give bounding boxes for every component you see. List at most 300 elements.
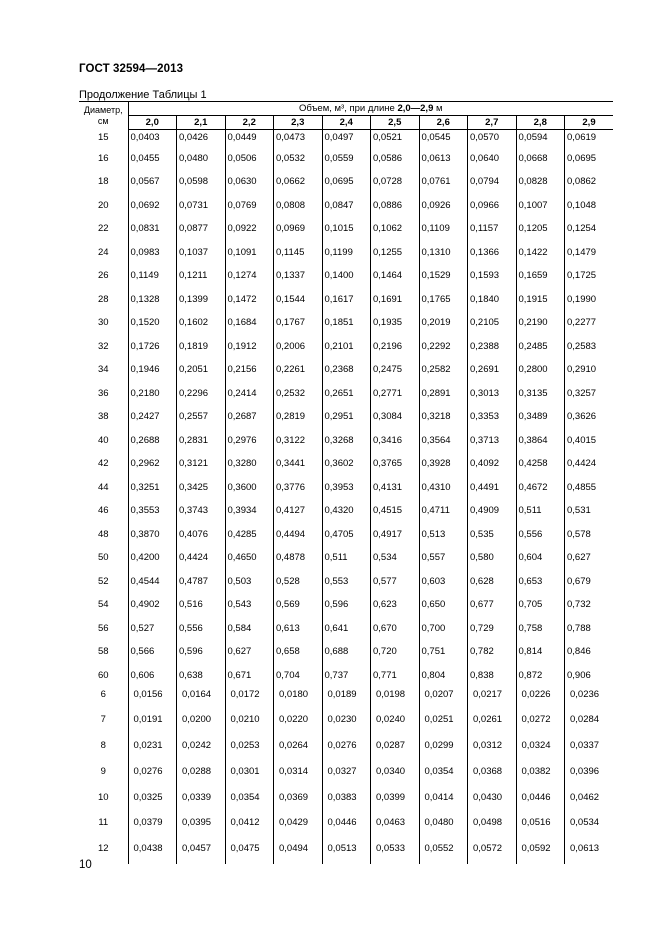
table-row: [79, 190, 613, 214]
volume-cell: 0,1062: [371, 214, 420, 238]
volume-cell: 0,0382: [516, 761, 565, 787]
volume-cell: 0,700: [419, 613, 468, 637]
length-header-cell: 2,3: [274, 116, 323, 130]
volume-cell: 0,732: [567, 599, 591, 610]
volume-cell: 0,4424: [567, 458, 597, 469]
volume-cell: 0,4787: [177, 566, 226, 590]
volume-cell: 0,0794: [468, 167, 517, 191]
volume-cell: 0,4855: [567, 481, 597, 493]
volume-cell: 0,2196: [371, 331, 420, 355]
volume-cell: 0,2006: [274, 331, 323, 355]
volume-cell: 0,0261: [468, 709, 517, 735]
volume-cell: 0,1691: [371, 284, 420, 308]
volume-cell: 0,0156: [128, 684, 177, 710]
length-header-cell: 2,0: [128, 116, 177, 130]
table-row: [79, 787, 613, 813]
volume-cell: 0,3441: [274, 449, 323, 473]
volume-cell: 0,1765: [419, 284, 468, 308]
volume-cell: 0,2962: [128, 449, 177, 473]
diameter-header: [79, 102, 128, 130]
table-row: [79, 331, 613, 355]
table-row: [79, 402, 613, 426]
volume-cell: 0,2485: [516, 331, 565, 355]
volume-cell: 0,3416: [371, 425, 420, 449]
table-row: [79, 684, 613, 710]
volume-cell: 0,0412: [225, 812, 274, 838]
volume-cell: 0,1399: [177, 284, 226, 308]
table-row: [79, 308, 613, 332]
volume-cell: 0,4902: [128, 590, 177, 614]
diameter-cell: 16: [79, 143, 128, 167]
volume-cell: 0,0446: [322, 812, 371, 838]
volume-cell: 0,0534: [565, 812, 614, 838]
volume-cell: 0,1935: [371, 308, 420, 332]
volume-cell: 0,0640: [468, 143, 517, 167]
volume-cell: 0,0339: [177, 787, 226, 813]
volume-cell: 0,3713: [468, 425, 517, 449]
volume-cell: 0,0172: [225, 684, 274, 710]
volume-cell: 0,2180: [128, 378, 177, 402]
volume-cell: 0,2831: [177, 425, 226, 449]
volume-cell: 0,603: [419, 566, 468, 590]
volume-cell: 0,1254: [567, 223, 597, 234]
volume-cell: 0,2190: [516, 308, 565, 332]
volume-header-prefix: Объем, м³, при длине: [298, 103, 398, 114]
volume-cell: 0,557: [419, 543, 468, 567]
table-row: [79, 660, 613, 684]
diameter-cell: 9: [100, 765, 106, 777]
volume-header: [128, 102, 613, 116]
table-row: [79, 543, 613, 567]
volume-cell: 0,0288: [177, 761, 226, 787]
volume-cell: 0,0180: [274, 684, 323, 710]
length-header-cell: 2,6: [419, 116, 468, 130]
volume-cell: 0,613: [274, 613, 323, 637]
volume-cell: 0,623: [371, 590, 420, 614]
volume-cell: 0,4711: [419, 496, 468, 520]
volume-cell: 0,2277: [567, 317, 597, 328]
volume-cell: 0,543: [225, 590, 274, 614]
volume-cell: 0,606: [128, 660, 177, 684]
volume-cell: 0,4672: [516, 472, 565, 496]
table-row: [79, 472, 613, 496]
volume-cell: 0,1109: [419, 214, 468, 238]
volume-cell: 0,596: [322, 590, 371, 614]
volume-cell: 0,0429: [274, 812, 323, 838]
volume-cell: 0,0354: [419, 761, 468, 787]
table-row: [79, 167, 613, 191]
volume-cell: 0,677: [468, 590, 517, 614]
volume-cell: 0,2691: [468, 355, 517, 379]
volume-cell: 0,4320: [322, 496, 371, 520]
volume-cell: 0,0327: [322, 761, 371, 787]
volume-cell: 0,596: [177, 637, 226, 661]
volume-cell: 0,4310: [419, 472, 468, 496]
volume-cell: 0,4917: [371, 519, 420, 543]
diameter-cell: 26: [79, 261, 128, 285]
volume-cell: 0,0354: [225, 787, 274, 813]
volume-cell: 0,0572: [468, 838, 517, 864]
volume-cell: 0,0761: [419, 167, 468, 191]
volume-cell: 0,0240: [371, 709, 420, 735]
volume-cell: 0,0480: [177, 143, 226, 167]
diameter-cell: 12: [97, 843, 109, 855]
table-row: [79, 237, 613, 261]
volume-cell: 0,527: [128, 613, 177, 637]
table-row: [79, 214, 613, 238]
document-header: ГОСТ 32594—2013: [79, 63, 184, 75]
volume-cell: 0,0862: [567, 176, 597, 187]
volume-cell: 0,3765: [371, 449, 420, 473]
table-row: [79, 613, 613, 637]
volume-cell: 0,4491: [468, 472, 517, 496]
volume-cell: 0,3564: [419, 425, 468, 449]
volume-cell: 0,0449: [225, 130, 274, 144]
volume-cell: 0,4515: [371, 496, 420, 520]
volume-cell: 0,4544: [128, 566, 177, 590]
volume-cell: 0,0692: [128, 190, 177, 214]
volume-cell: 0,4131: [371, 472, 420, 496]
volume-cell: 0,0446: [516, 787, 565, 813]
volume-cell: 0,0831: [128, 214, 177, 238]
diameter-cell: 22: [79, 214, 128, 238]
diameter-cell: 48: [79, 519, 128, 543]
volume-cell: 0,0312: [468, 735, 517, 761]
volume-cell: 0,1602: [177, 308, 226, 332]
diameter-cell: 20: [79, 190, 128, 214]
volume-cell: 0,1990: [567, 293, 597, 305]
volume-cell: 0,1149: [128, 261, 177, 285]
volume-cell: 0,0969: [274, 214, 323, 238]
volume-cell: 0,4015: [567, 434, 597, 446]
volume-cell: 0,1529: [419, 261, 468, 285]
volume-cell: 0,0521: [371, 130, 420, 144]
volume-cell: 0,627: [225, 637, 274, 661]
volume-cell: 0,2296: [177, 378, 226, 402]
volume-cell: 0,569: [274, 590, 323, 614]
table-row: [79, 761, 613, 787]
volume-cell: 0,516: [177, 590, 226, 614]
volume-cell: 0,0728: [371, 167, 420, 191]
volume-cell: 0,0301: [225, 761, 274, 787]
length-header-cell: 2,8: [516, 116, 565, 130]
volume-cell: 0,758: [516, 613, 565, 637]
volume-cell: 0,2414: [225, 378, 274, 402]
volume-cell: 0,0369: [274, 787, 323, 813]
volume-cell: 0,1205: [516, 214, 565, 238]
volume-cell: 0,838: [468, 660, 517, 684]
volume-cell: 0,641: [322, 613, 371, 637]
table-row: [79, 425, 613, 449]
volume-cell: 0,0545: [419, 130, 468, 144]
volume-cell: 0,0886: [371, 190, 420, 214]
table-row: [79, 519, 613, 543]
table-body: [79, 130, 613, 865]
diameter-cell: 32: [79, 331, 128, 355]
volume-cell: 0,0598: [177, 167, 226, 191]
volume-cell: 0,3353: [468, 402, 517, 426]
diameter-cell: 50: [79, 543, 128, 567]
volume-cell: 0,553: [322, 566, 371, 590]
length-header-cell: 2,2: [225, 116, 274, 130]
table-row: [79, 261, 613, 285]
volume-cell: 0,1659: [516, 261, 565, 285]
volume-cell: 0,658: [274, 637, 323, 661]
volume-cell: 0,503: [225, 566, 274, 590]
diameter-cell: 34: [79, 355, 128, 379]
volume-cell: 0,511: [516, 496, 565, 520]
volume-cell: 0,2582: [419, 355, 468, 379]
table-row: [79, 812, 613, 838]
volume-cell: 0,0570: [468, 130, 517, 144]
volume-cell: 0,0475: [225, 838, 274, 864]
volume-cell: 0,0200: [177, 709, 226, 735]
volume-cell: 0,729: [468, 613, 517, 637]
volume-cell: 0,4200: [128, 543, 177, 567]
volume-cell: 0,3218: [419, 402, 468, 426]
volume-cell: 0,0236: [565, 684, 614, 710]
volume-cell: 0,4258: [516, 449, 565, 473]
volume-cell: 0,0533: [371, 838, 420, 864]
volume-cell: 0,0559: [322, 143, 371, 167]
volume-cell: 0,0230: [322, 709, 371, 735]
diameter-cell: 36: [79, 378, 128, 402]
volume-cell: 0,1684: [225, 308, 274, 332]
volume-cell: 0,513: [419, 519, 468, 543]
volume-cell: 0,3743: [177, 496, 226, 520]
volume-cell: 0,1337: [274, 261, 323, 285]
volume-cell: 0,3251: [128, 472, 177, 496]
volume-cell: 0,0276: [128, 761, 177, 787]
volume-cell: 0,638: [177, 660, 226, 684]
volume-cell: 0,1015: [322, 214, 371, 238]
volume-cell: 0,0983: [128, 237, 177, 261]
volume-cell: 0,4424: [177, 543, 226, 567]
volume-cell: 0,2688: [128, 425, 177, 449]
volume-cell: 0,1274: [225, 261, 274, 285]
volume-cell: 0,872: [516, 660, 565, 684]
volume-cell: 0,0383: [322, 787, 371, 813]
table-row: [79, 735, 613, 761]
length-header-cell: 2,1: [177, 116, 226, 130]
diameter-cell: 11: [98, 817, 109, 829]
volume-cell: 0,1726: [128, 331, 177, 355]
volume-cell: 0,0480: [419, 812, 468, 838]
volume-cell: 0,0210: [225, 709, 274, 735]
volume-cell: 0,578: [567, 528, 591, 540]
volume-cell: 0,1617: [322, 284, 371, 308]
volume-cell: 0,788: [567, 622, 591, 634]
volume-cell: 0,0731: [177, 190, 226, 214]
volume-header-suffix: м: [433, 103, 443, 114]
volume-cell: 0,0877: [177, 214, 226, 238]
volume-cell: 0,3953: [322, 472, 371, 496]
diameter-cell: 7: [100, 714, 106, 726]
volume-cell: 0,804: [419, 660, 468, 684]
volume-cell: 0,670: [371, 613, 420, 637]
volume-cell: 0,0516: [516, 812, 565, 838]
volume-cell: 0,1946: [128, 355, 177, 379]
volume-cell: 0,0379: [128, 812, 177, 838]
volume-cell: 0,2557: [177, 402, 226, 426]
diameter-cell: 15: [79, 130, 128, 144]
volume-cell: 0,4285: [225, 519, 274, 543]
volume-cell: 0,671: [225, 660, 274, 684]
volume-cell: 0,4494: [274, 519, 323, 543]
volume-cell: 0,0251: [419, 709, 468, 735]
volume-cell: 0,3135: [516, 378, 565, 402]
volume-cell: 0,0455: [128, 143, 177, 167]
volume-cell: 0,3870: [128, 519, 177, 543]
volume-cell: 0,3084: [371, 402, 420, 426]
volume-cell: 0,3280: [225, 449, 274, 473]
length-header-cell: 2,9: [565, 116, 614, 130]
table-row: [79, 566, 613, 590]
volume-cell: 0,0457: [177, 838, 226, 864]
volume-cell: 0,0284: [565, 709, 614, 735]
volume-cell: 0,528: [274, 566, 323, 590]
diameter-cell: 44: [79, 472, 128, 496]
volume-cell: 0,2105: [468, 308, 517, 332]
volume-cell: 0,0613: [565, 838, 614, 864]
volume-cell: 0,3268: [322, 425, 371, 449]
diameter-cell: 6: [100, 688, 106, 700]
length-header-cell: 2,7: [468, 116, 517, 130]
volume-cell: 0,679: [567, 575, 591, 587]
volume-cell: 0,1912: [225, 331, 274, 355]
volume-cell: 0,0264: [274, 735, 323, 761]
table-row: [79, 838, 613, 864]
volume-cell: 0,2891: [419, 378, 468, 402]
volume-table-container: [79, 101, 613, 864]
volume-cell: 0,3489: [516, 402, 565, 426]
volume-cell: 0,1767: [274, 308, 323, 332]
volume-cell: 0,0808: [274, 190, 323, 214]
volume-cell: 0,0220: [274, 709, 323, 735]
volume-cell: 0,0217: [468, 684, 517, 710]
length-header-cell: 2,4: [322, 116, 371, 130]
volume-cell: 0,0368: [468, 761, 517, 787]
volume-cell: 0,0340: [371, 761, 420, 787]
volume-cell: 0,0592: [516, 838, 565, 864]
length-header-row: [79, 116, 613, 130]
volume-cell: 0,0532: [274, 143, 323, 167]
table-row: [79, 143, 613, 167]
volume-cell: 0,2101: [322, 331, 371, 355]
volume-cell: 0,1472: [225, 284, 274, 308]
volume-cell: 0,1145: [274, 237, 323, 261]
volume-cell: 0,2651: [322, 378, 371, 402]
volume-cell: 0,0191: [128, 709, 177, 735]
volume-cell: 0,0337: [565, 735, 614, 761]
volume-cell: 0,3257: [567, 387, 597, 399]
volume-cell: 0,2532: [274, 378, 323, 402]
volume-cell: 0,0395: [177, 812, 226, 838]
volume-cell: 0,0926: [419, 190, 468, 214]
volume-cell: 0,566: [128, 637, 177, 661]
volume-cell: 0,705: [516, 590, 565, 614]
volume-cell: 0,0426: [177, 130, 226, 144]
volume-cell: 0,0198: [371, 684, 420, 710]
volume-cell: 0,2771: [371, 378, 420, 402]
volume-cell: 0,3600: [225, 472, 274, 496]
volume-cell: 0,1544: [274, 284, 323, 308]
volume-cell: 0,0966: [468, 190, 517, 214]
volume-cell: 0,0399: [371, 787, 420, 813]
volume-cell: 0,1328: [128, 284, 177, 308]
volume-cell: 0,1211: [177, 261, 226, 285]
diameter-cell: 60: [79, 660, 128, 684]
volume-cell: 0,650: [419, 590, 468, 614]
volume-cell: 0,584: [225, 613, 274, 637]
table-row: [79, 709, 613, 735]
volume-cell: 0,0325: [128, 787, 177, 813]
table-row: [79, 590, 613, 614]
volume-cell: 0,1255: [371, 237, 420, 261]
table-caption: Продолжение Таблицы 1: [79, 89, 207, 101]
volume-cell: 0,0463: [371, 812, 420, 838]
volume-cell: 0,4909: [468, 496, 517, 520]
table-row: [79, 284, 613, 308]
diameter-cell: 38: [79, 402, 128, 426]
volume-cell: 0,1479: [567, 246, 597, 258]
volume-cell: 0,2583: [567, 340, 597, 352]
volume-cell: 0,0414: [419, 787, 468, 813]
volume-cell: 0,846: [567, 646, 591, 657]
diameter-cell: 24: [79, 237, 128, 261]
volume-cell: 0,782: [468, 637, 517, 661]
volume-cell: 0,906: [567, 669, 591, 681]
table-row: [79, 130, 613, 144]
volume-cell: 0,1199: [322, 237, 371, 261]
diameter-cell: 54: [79, 590, 128, 614]
volume-cell: 0,4076: [177, 519, 226, 543]
volume-cell: 0,2292: [419, 331, 468, 355]
volume-cell: 0,4705: [322, 519, 371, 543]
volume-cell: 0,1725: [567, 270, 597, 281]
volume-cell: 0,0498: [468, 812, 517, 838]
volume-cell: 0,4650: [225, 543, 274, 567]
volume-cell: 0,814: [516, 637, 565, 661]
volume-cell: 0,688: [322, 637, 371, 661]
volume-cell: 0,0226: [516, 684, 565, 710]
volume-cell: 0,2261: [274, 355, 323, 379]
volume-cell: 0,0567: [128, 167, 177, 191]
volume-cell: 0,0594: [516, 130, 565, 144]
table-row: [79, 496, 613, 520]
volume-cell: 0,751: [419, 637, 468, 661]
volume-cell: 0,3425: [177, 472, 226, 496]
volume-cell: 0,3602: [322, 449, 371, 473]
volume-cell: 0,4878: [274, 543, 323, 567]
diameter-cell: 52: [79, 566, 128, 590]
volume-cell: 0,2051: [177, 355, 226, 379]
volume-cell: 0,2475: [371, 355, 420, 379]
volume-cell: 0,2976: [225, 425, 274, 449]
volume-cell: 0,1400: [322, 261, 371, 285]
volume-cell: 0,0506: [225, 143, 274, 167]
table-row: [79, 449, 613, 473]
volume-cell: 0,0231: [128, 735, 177, 761]
volume-cell: 0,0207: [419, 684, 468, 710]
volume-cell: 0,1091: [225, 237, 274, 261]
volume-cell: 0,1840: [468, 284, 517, 308]
table-row: [79, 378, 613, 402]
volume-cell: 0,720: [371, 637, 420, 661]
volume-cell: 0,628: [468, 566, 517, 590]
diameter-cell: 18: [79, 167, 128, 191]
table-row: [79, 637, 613, 661]
